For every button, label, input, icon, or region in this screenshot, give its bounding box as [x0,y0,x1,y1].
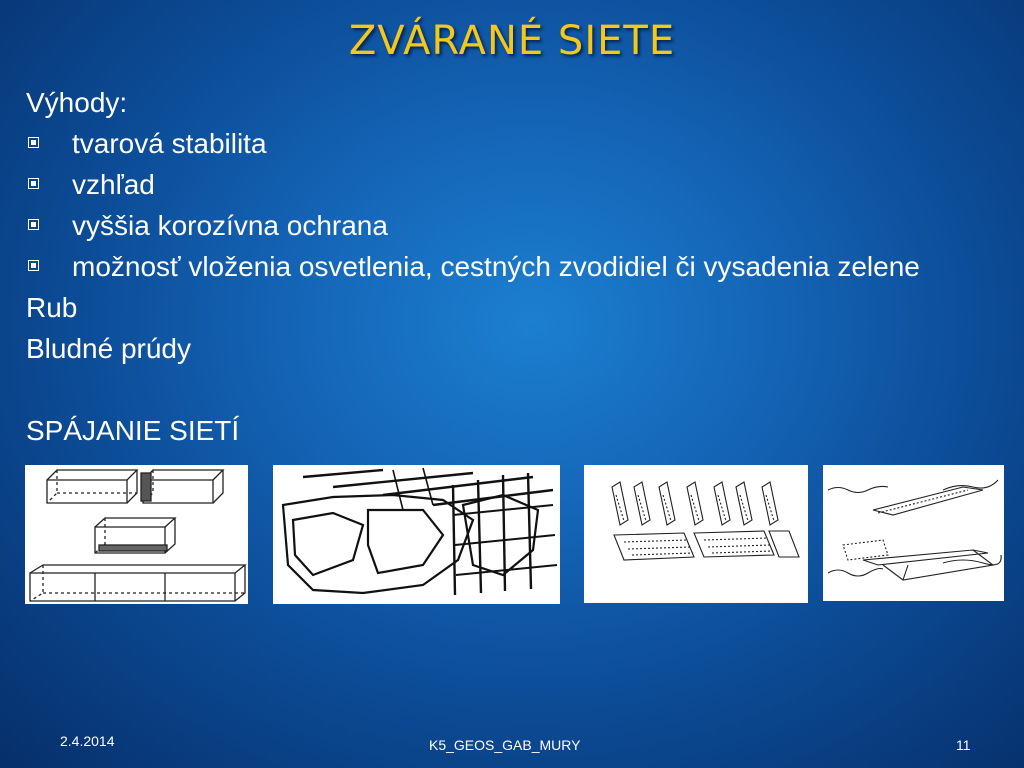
square-bullet-icon [28,178,39,189]
stray-currents-line: Bludné prúdy [26,333,192,364]
stone-mesh-image [273,465,560,604]
footer-date: 2.4.2014 [60,733,115,749]
bullet-item [26,246,1006,287]
joining-heading: SPÁJANIE SIETÍ [26,415,240,446]
rub-line: Rub [26,292,78,323]
square-bullet-icon [28,219,39,230]
slide-content [26,82,1006,451]
advantages-heading: Výhody: [26,87,128,118]
footer-presentation-name: K5_GEOS_GAB_MURY [429,737,581,753]
bullet-item [26,123,1006,164]
footer-page-number: 11 [956,737,971,753]
bullet-item [26,164,1006,205]
bullet-text: tvarová stabilita [72,128,267,159]
mesh-overlap-image [823,465,1004,601]
bullet-item [26,205,1006,246]
bullet-text: vyššia korozívna ochrana [72,210,388,241]
square-bullet-icon [28,137,39,148]
gabion-boxes-image [25,465,248,604]
slide-title: ZVÁRANÉ SIETE [348,18,676,64]
mesh-panels-image [584,465,808,603]
bullet-text: možnosť vloženia osvetlenia, cestných zvodidiel či vysadenia zelene [72,251,920,282]
bullet-text: vzhľad [72,169,155,200]
square-bullet-icon [28,260,39,271]
